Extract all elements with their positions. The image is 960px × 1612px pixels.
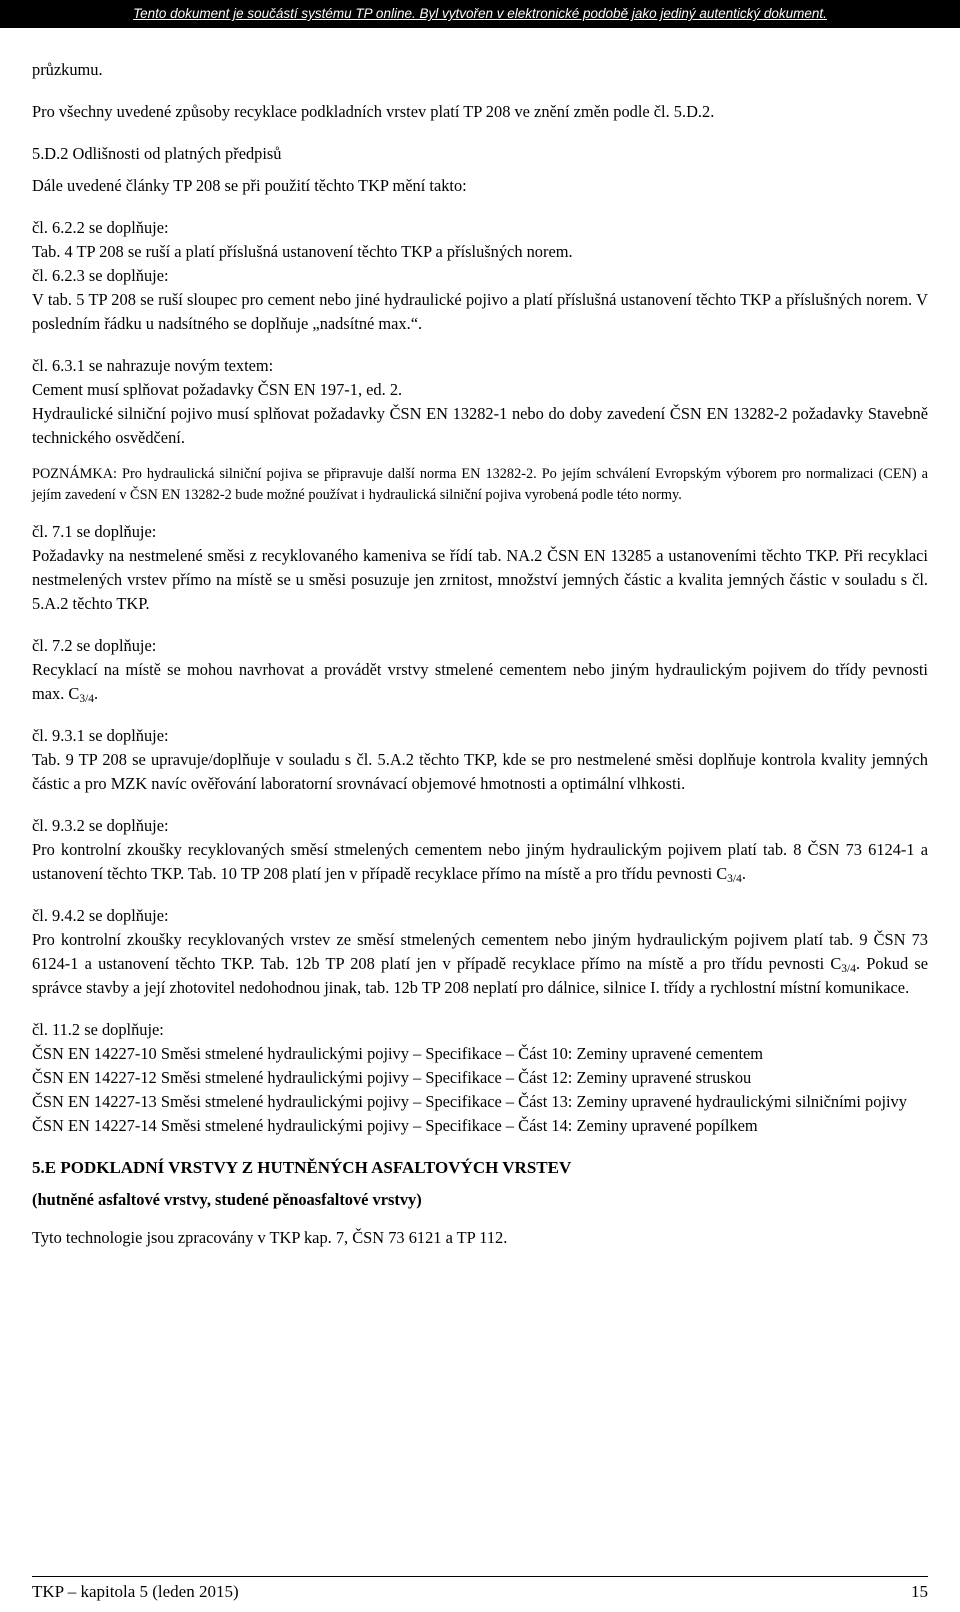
- standard-item: ČSN EN 14227-12 Směsi stmelené hydraulickými pojivy – Specifikace – Část 12: Zeminy upravené struskou: [32, 1068, 752, 1087]
- article-ref: čl. 9.3.2 se doplňuje:: [32, 816, 169, 835]
- paragraph: Cement musí splňovat požadavky ČSN EN 197-1, ed. 2.: [32, 380, 403, 399]
- standard-item: ČSN EN 14227-10 Směsi stmelené hydraulickými pojivy – Specifikace – Část 10: Zeminy upravené cementem: [32, 1044, 764, 1063]
- article-ref: čl. 7.1 se doplňuje:: [32, 522, 157, 541]
- chapter-subheading: (hutněné asfaltové vrstvy, studené pěnoasfaltové vrstvy): [32, 1190, 422, 1209]
- note: POZNÁMKA: Pro hydraulická silniční pojiva se připravuje další norma EN 13282-2. Po jejím schválení Evropským výborem pro normalizaci (CEN) a jejím zavedení v ČSN EN 13282-2 bude možné používat i hydraulická silniční pojiva vyrobená podle této normy.: [32, 466, 928, 503]
- paragraph: průzkumu.: [32, 60, 103, 79]
- standard-item: ČSN EN 14227-13 Směsi stmelené hydraulickými pojivy – Specifikace – Část 13: Zeminy upravené hydraulickými silničními pojivy: [32, 1092, 907, 1111]
- article-ref: čl. 6.2.2 se doplňuje:: [32, 218, 169, 237]
- paragraph: Požadavky na nestmelené směsi z recyklovaného kameniva se řídí tab. NA.2 ČSN EN 13285 a ustanoveními těchto TKP. Při recyklaci nestmelených vrstev přímo na místě se u směsi posuzuje jen zrnitost, množství jemných částic a kvalita jemných částic v souladu s čl. 5.A.2 těchto TKP.: [32, 546, 928, 613]
- paragraph: Tab. 4 TP 208 se ruší a platí příslušná ustanovení těchto TKP a příslušných norem.: [32, 242, 573, 261]
- paragraph: Tab. 9 TP 208 se upravuje/doplňuje v souladu s čl. 5.A.2 těchto TKP, kde se pro nestmelené směsi doplňuje kontrola kvality jemných částic a pro MZK navíc ověřování laboratorní srovnávací objemové hmotnosti a optimální vlhkosti.: [32, 750, 928, 793]
- article-ref: čl. 7.2 se doplňuje:: [32, 636, 157, 655]
- page-content: [32, 58, 928, 1250]
- article-ref: čl. 9.3.1 se doplňuje:: [32, 726, 169, 745]
- article-ref: čl. 11.2 se doplňuje:: [32, 1020, 164, 1039]
- page-number: 15: [911, 1582, 928, 1601]
- article-ref: čl. 6.3.1 se nahrazuje novým textem:: [32, 356, 274, 375]
- paragraph: Pro kontrolní zkoušky recyklovaných směsí stmelených cementem nebo jiným hydraulickým pojivem platí tab. 8 ČSN 73 6124-1 a ustanovení těchto TKP. Tab. 10 TP 208 platí jen v případě recyklace přímo na místě a pro třídu pevnosti $C_{3/4}$.: [32, 840, 928, 885]
- paragraph: Hydraulické silniční pojivo musí splňovat požadavky ČSN EN 13282-1 nebo do doby zavedení ČSN EN 13282-2 požadavky Stavebně technického osvědčení.: [32, 404, 928, 447]
- page-footer: [32, 1576, 928, 1607]
- article-ref: čl. 6.2.3 se doplňuje:: [32, 266, 169, 285]
- footer-title: TKP – kapitola 5 (leden 2015): [32, 1582, 239, 1601]
- paragraph: V tab. 5 TP 208 se ruší sloupec pro cement nebo jiné hydraulické pojivo a platí příslušná ustanovení těchto TKP a příslušných norem. V posledním řádku u nadsítného se doplňuje „nadsítné max.“.: [32, 290, 928, 333]
- chapter-heading: 5.E PODKLADNÍ VRSTVY Z HUTNĚNÝCH ASFALTOVÝCH VRSTEV: [32, 1158, 572, 1177]
- standard-item: ČSN EN 14227-14 Směsi stmelené hydraulickými pojivy – Specifikace – Část 14: Zeminy upravené popílkem: [32, 1116, 758, 1135]
- document-banner: Tento dokument je součástí systému TP online. Byl vytvořen v elektronické podobě jako jediný autentický dokument.: [0, 0, 960, 28]
- paragraph: Tyto technologie jsou zpracovány v TKP kap. 7, ČSN 73 6121 a TP 112.: [32, 1228, 508, 1247]
- paragraph: Recyklací na místě se mohou navrhovat a provádět vrstvy stmelené cementem nebo jiným hydraulickým pojivem do třídy pevnosti max. $C_{3/4}$.: [32, 660, 928, 705]
- paragraph: Pro kontrolní zkoušky recyklovaných vrstev ze směsí stmelených cementem nebo jiným hydraulickým pojivem platí tab. 9 ČSN 73 6124-1 a ustanovení těchto TKP. Tab. 12b TP 208 platí jen v případě recyklace přímo na místě a pro třídu pevnosti $C_{3/4}$. Pokud se správce stavby a její zhotovitel nedohodnou jinak, tab. 12b TP 208 neplatí pro dálnice, silnice I. třídy a rychlostní místní komunikace.: [32, 930, 928, 997]
- paragraph: Dále uvedené články TP 208 se při použití těchto TKP mění takto:: [32, 176, 467, 195]
- section-heading: 5.D.2 Odlišnosti od platných předpisů: [32, 144, 282, 163]
- article-ref: čl. 9.4.2 se doplňuje:: [32, 906, 169, 925]
- paragraph: Pro všechny uvedené způsoby recyklace podkladních vrstev platí TP 208 ve znění změn podle čl. 5.D.2.: [32, 102, 715, 121]
